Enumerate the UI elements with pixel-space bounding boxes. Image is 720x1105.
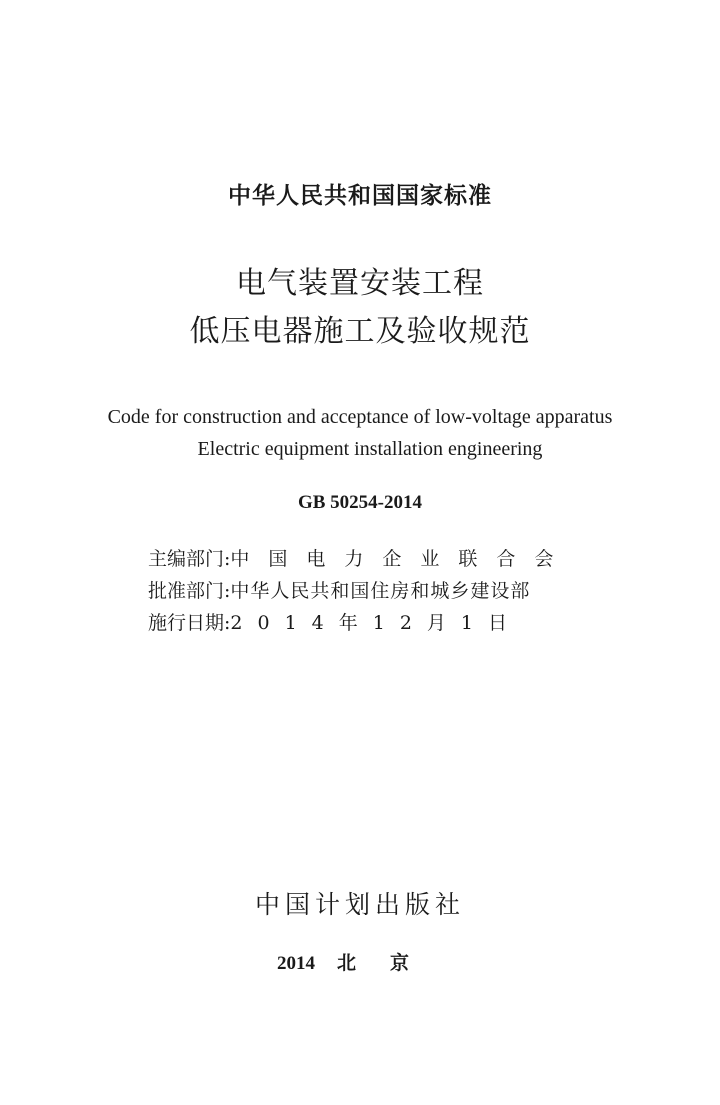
title-cn-line-2: 低压电器施工及验收规范 [189, 314, 531, 349]
meta-value: 中国电力企业联合会 [230, 548, 573, 570]
title-en-line-1: Code for construction and acceptance of low-voltage apparatus [107, 406, 613, 428]
meta-row-approver [148, 575, 572, 607]
standard-label: 中华人民共和国国家标准 [228, 183, 492, 209]
meta-label: 主编部门: [148, 548, 231, 570]
meta-row-effective-date [148, 607, 572, 639]
publication-city: 北京 [336, 952, 443, 974]
meta-value: 2014年12月1日 [230, 612, 523, 634]
standard-code: GB 50254-2014 [297, 492, 423, 513]
title-en-line-2: Electric equipment installation engineering [197, 438, 543, 460]
meta-row-editor [148, 543, 572, 575]
metadata-block [148, 543, 572, 639]
publication-year: 2014 [276, 953, 315, 974]
meta-label: 批准部门: [148, 580, 231, 602]
meta-label: 施行日期: [148, 612, 231, 634]
title-cn-line-1: 电气装置安装工程 [236, 266, 484, 301]
publication-line [0, 948, 720, 975]
publisher: 中国计划出版社 [254, 890, 465, 919]
meta-value: 中华人民共和国住房和城乡建设部 [230, 580, 531, 602]
